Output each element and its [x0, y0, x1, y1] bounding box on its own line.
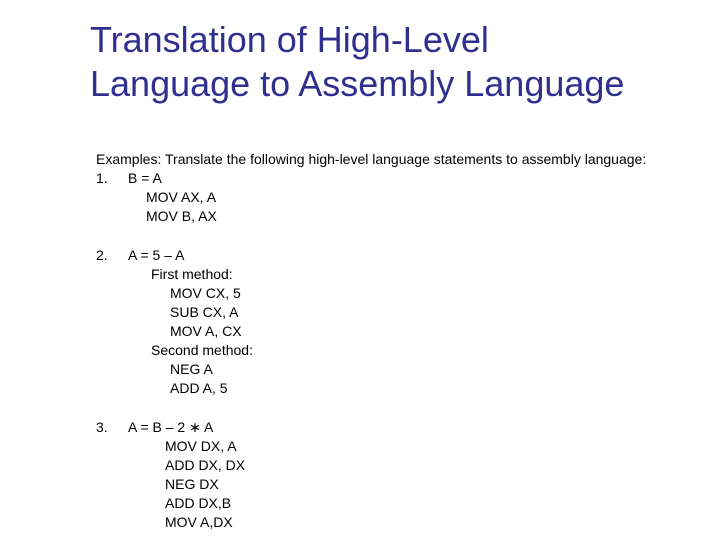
example-2-first-method-label: First method:	[151, 266, 233, 282]
slide-title-line-2: Language to Assembly Language	[90, 63, 625, 104]
example-2-first-method-line-3: MOV A, CX	[170, 323, 242, 339]
example-3-asm-line-3: NEG DX	[165, 476, 219, 492]
example-2-second-method-line-1: NEG A	[170, 361, 213, 377]
example-3-statement: A = B – 2 ∗ A	[128, 419, 214, 435]
intro-text: Examples: Translate the following high-level language statements to assembly language:	[96, 151, 647, 167]
example-3-asm-line-2: ADD DX, DX	[165, 457, 246, 473]
example-3-asm-line-5: MOV A,DX	[165, 514, 233, 530]
example-3-number: 3.	[96, 419, 108, 435]
example-1-statement: B = A	[128, 170, 162, 186]
slide-title-line-1: Translation of High-Level	[90, 19, 489, 60]
example-1-asm-line-1: MOV AX, A	[146, 189, 217, 205]
example-3-asm-line-4: ADD DX,B	[165, 495, 232, 511]
example-2-number: 2.	[96, 247, 108, 263]
example-2-first-method-line-2: SUB CX, A	[170, 304, 239, 320]
example-2-second-method-line-2: ADD A, 5	[170, 380, 228, 396]
example-2-second-method-label: Second method:	[151, 342, 253, 358]
example-1-asm-line-2: MOV B, AX	[146, 208, 217, 224]
example-3-asm-line-1: MOV DX, A	[165, 438, 237, 454]
example-2-statement: A = 5 – A	[128, 247, 185, 263]
example-2-first-method-line-1: MOV CX, 5	[170, 285, 241, 301]
example-1-number: 1.	[96, 170, 108, 186]
